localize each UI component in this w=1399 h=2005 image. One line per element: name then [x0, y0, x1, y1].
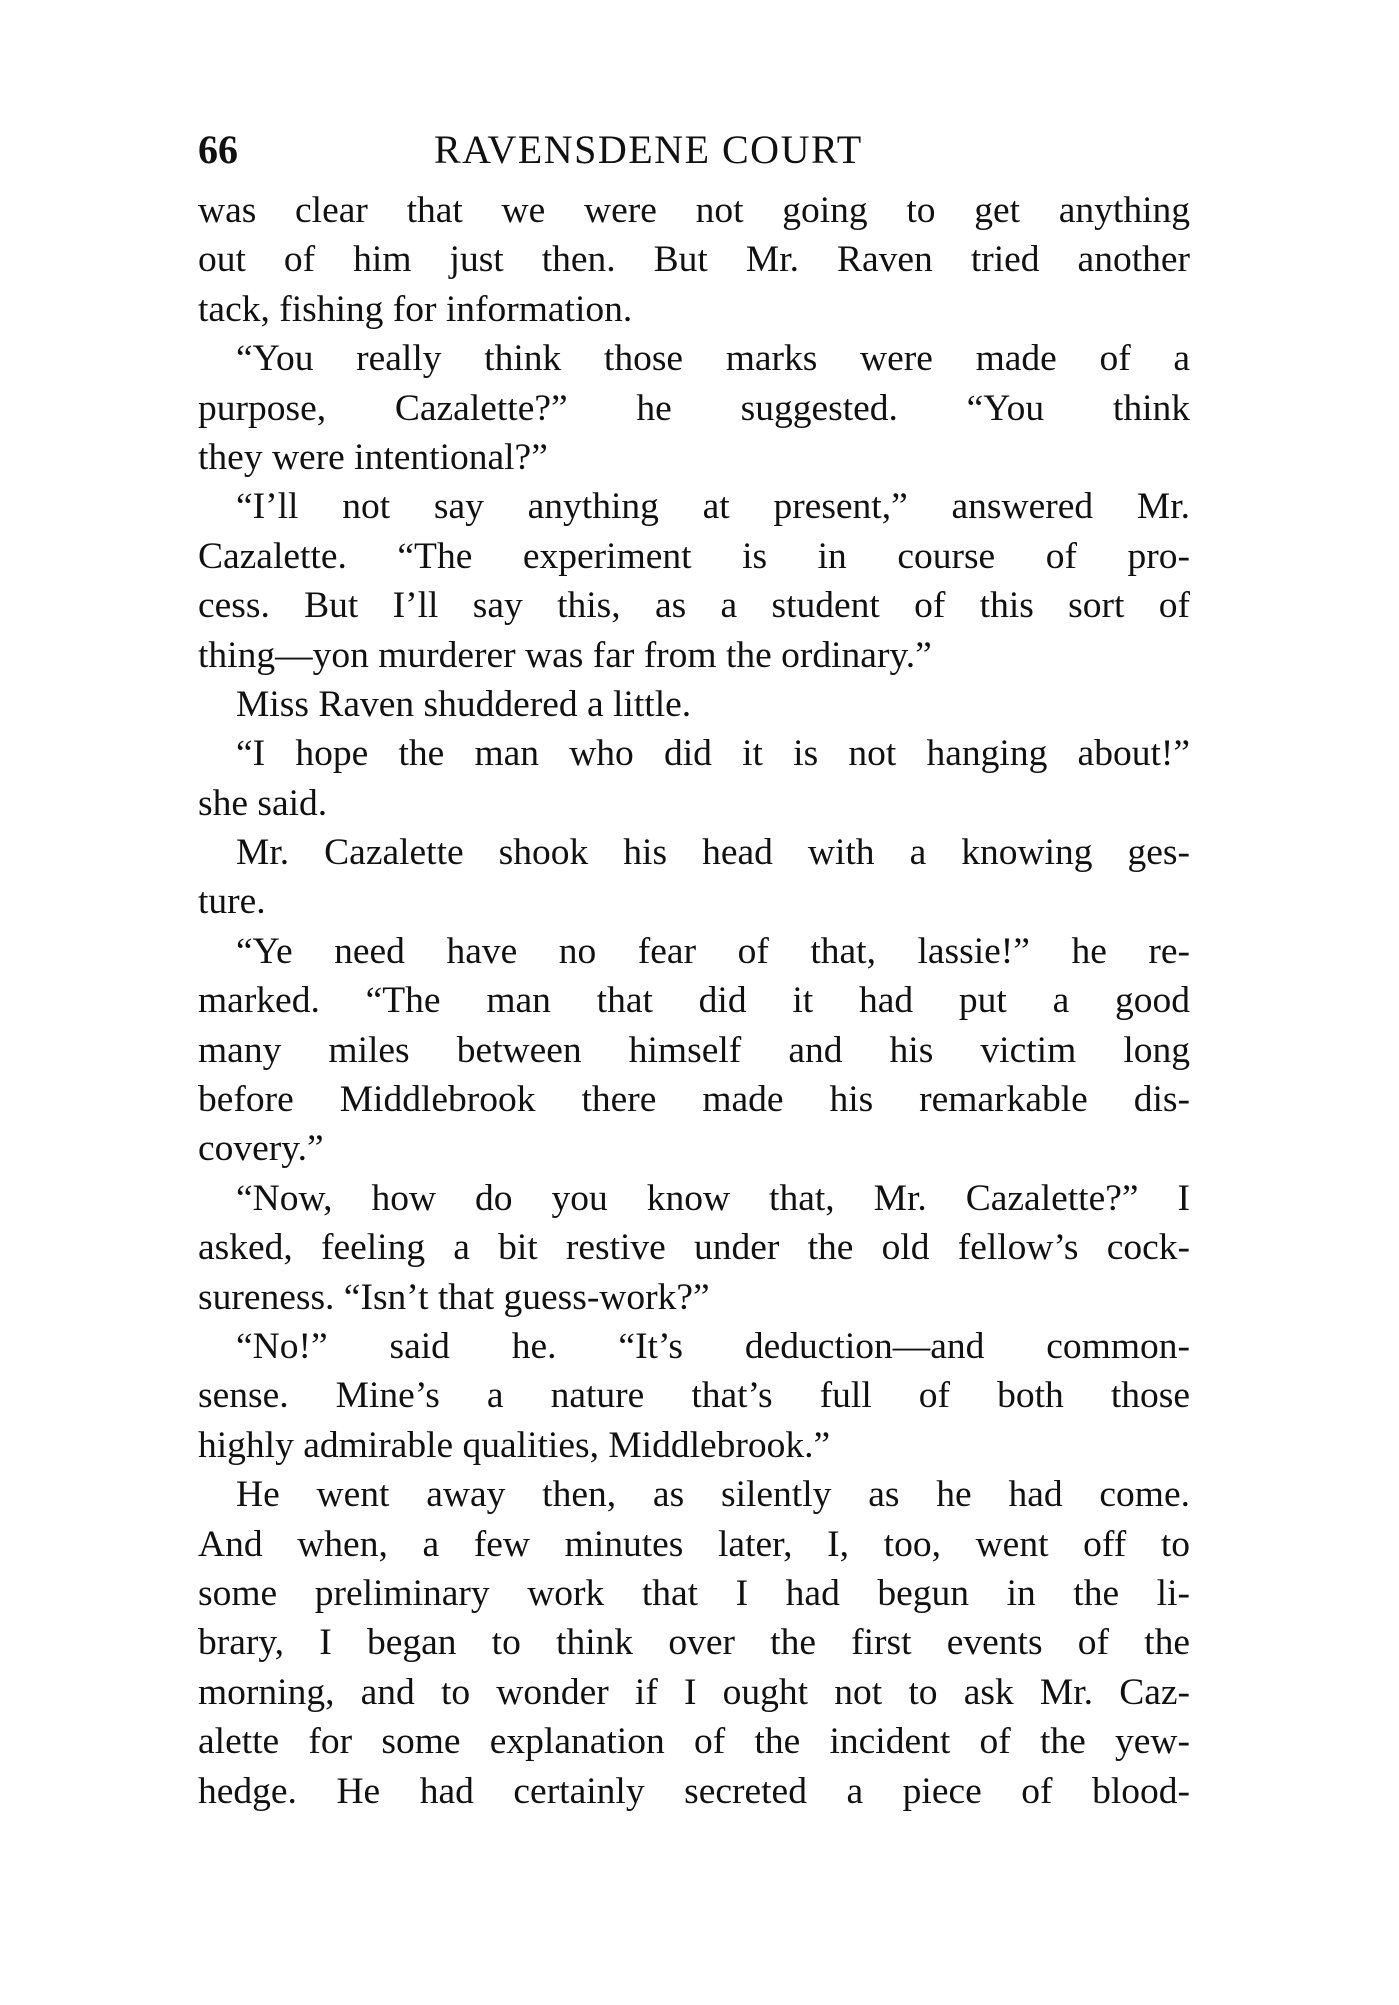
paragraph	[198, 828, 1190, 927]
text-line: “Now, how do you know that, Mr. Cazalette?” I	[236, 1177, 1190, 1219]
text-line: highly admirable qualities, Middlebrook.”	[198, 1424, 831, 1466]
body-text	[198, 186, 1190, 1816]
text-line: Mr. Cazalette shook his head with a knowing ges-	[236, 832, 1190, 874]
text-line: tack, fishing for information.	[198, 288, 633, 330]
text-line: morning, and to wonder if I ought not to ask Mr. Caz-	[198, 1671, 1190, 1713]
text-line: before Middlebrook there made his remarkable dis-	[198, 1079, 1190, 1121]
paragraph	[198, 186, 1190, 334]
text-line: cess. But I’ll say this, as a student of this sort of	[198, 585, 1190, 627]
text-line: hedge. He had certainly secreted a piece of blood-	[198, 1770, 1190, 1812]
text-line: alette for some explanation of the incident of the yew-	[198, 1721, 1190, 1763]
paragraph	[198, 680, 1190, 729]
text-line: out of him just then. But Mr. Raven tried another	[198, 239, 1190, 281]
text-line: Miss Raven shuddered a little.	[236, 683, 692, 725]
text-line: brary, I began to think over the first events of the	[198, 1622, 1190, 1664]
text-line: “Ye need have no fear of that, lassie!” he re-	[236, 930, 1190, 972]
book-page	[198, 118, 1190, 1978]
paragraph	[198, 927, 1190, 1174]
text-line: asked, feeling a bit restive under the old fellow’s cock-	[198, 1227, 1190, 1269]
paragraph	[198, 482, 1190, 680]
paragraph	[198, 1322, 1190, 1470]
text-line: they were intentional?”	[198, 436, 548, 478]
text-line: many miles between himself and his victim long	[198, 1029, 1190, 1071]
text-line: ture.	[198, 881, 266, 923]
text-line: He went away then, as silently as he had come.	[236, 1474, 1190, 1516]
text-line: thing—yon murderer was far from the ordinary.”	[198, 634, 932, 676]
paragraph	[198, 1470, 1190, 1816]
text-line: purpose, Cazalette?” he suggested. “You think	[198, 387, 1190, 429]
text-line: sureness. “Isn’t that guess-work?”	[198, 1276, 710, 1318]
page-header	[198, 118, 1190, 182]
text-line: covery.”	[198, 1128, 324, 1170]
text-line: And when, a few minutes later, I, too, went off to	[198, 1523, 1190, 1565]
text-line: sense. Mine’s a nature that’s full of both those	[198, 1375, 1190, 1417]
text-line: “You really think those marks were made of a	[236, 338, 1190, 380]
text-line: was clear that we were not going to get anything	[198, 190, 1190, 231]
text-line: “No!” said he. “It’s deduction—and common-	[236, 1325, 1190, 1367]
text-line: some preliminary work that I had begun in the li-	[198, 1572, 1190, 1614]
running-title: RAVENSDENE COURT	[434, 127, 863, 172]
text-line: marked. “The man that did it had put a good	[198, 980, 1190, 1022]
text-line: “I hope the man who did it is not hanging about!”	[236, 733, 1190, 775]
page-number: 66	[198, 127, 238, 172]
paragraph	[198, 334, 1190, 482]
paragraph	[198, 1174, 1190, 1322]
paragraph	[198, 729, 1190, 828]
text-line: she said.	[198, 782, 328, 824]
text-line: “I’ll not say anything at present,” answered Mr.	[236, 486, 1190, 528]
text-line: Cazalette. “The experiment is in course of pro-	[198, 535, 1190, 577]
